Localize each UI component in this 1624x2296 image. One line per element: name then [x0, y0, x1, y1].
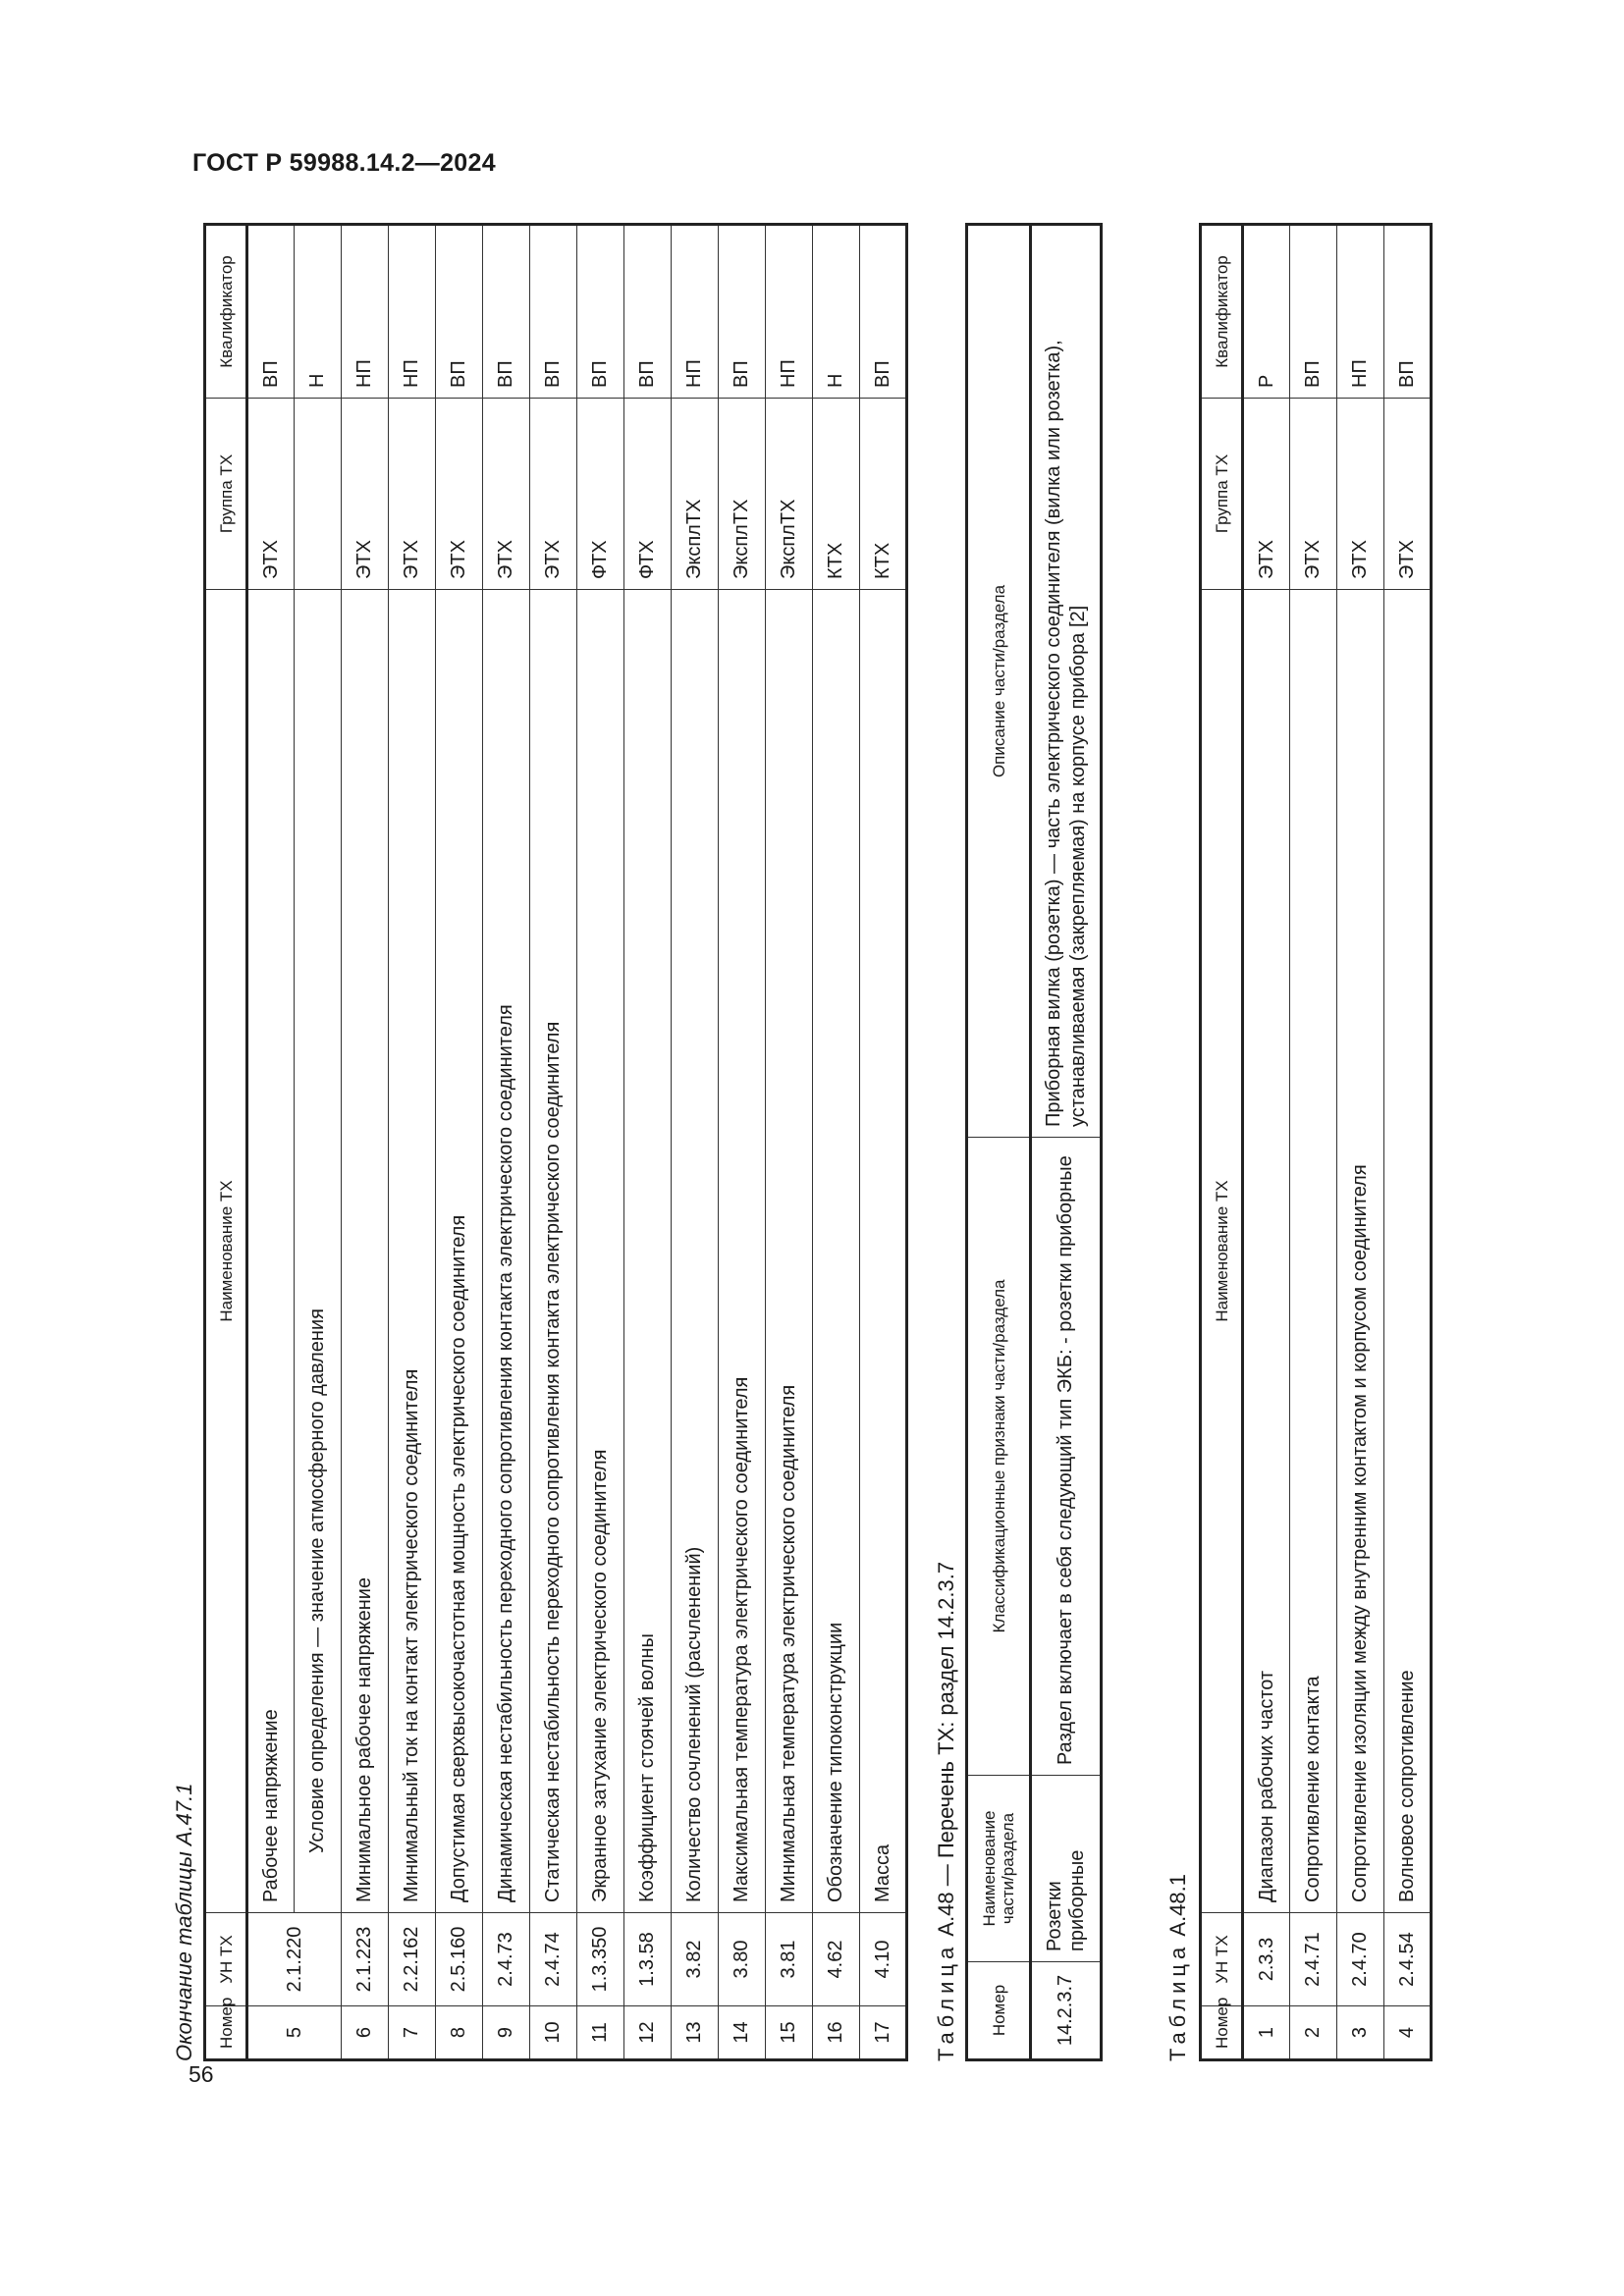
cell-number: 10	[530, 2006, 577, 2060]
cell-group: ЭТХ	[1384, 399, 1432, 590]
cell-qualifier: НП	[766, 225, 813, 399]
cell-number: 8	[436, 2006, 483, 2060]
caption-text: А.48.1	[1165, 1874, 1190, 1937]
table-a481-caption	[1165, 1874, 1191, 2061]
cell-name: Коэффициент стоячей волны	[624, 590, 672, 1913]
table-row	[342, 225, 389, 2060]
page-number: 56	[189, 2061, 214, 2087]
cell-un: 2.5.160	[436, 1913, 483, 2006]
col-header-number: Номер	[205, 2006, 247, 2060]
cell-number: 9	[483, 2006, 530, 2060]
cell-group: ЭТХ	[483, 399, 530, 590]
cell-un: 2.4.73	[483, 1913, 530, 2006]
cell-un: 2.1.220	[247, 1913, 342, 2006]
col-header-un: УН ТХ	[1201, 1913, 1243, 2006]
cell-un: 2.1.223	[342, 1913, 389, 2006]
cell-qualifier: ВП	[1290, 225, 1337, 399]
col-header-group: Группа ТХ	[1201, 399, 1243, 590]
cell-name: Допустимая сверхвысокочастотная мощность электрического соединителя	[436, 590, 483, 1913]
cell-name: Рабочее напряжение	[247, 590, 295, 1913]
cell-group: ЭксплТХ	[719, 399, 766, 590]
table-row	[1384, 225, 1432, 2060]
cell-number: 15	[766, 2006, 813, 2060]
table-row	[1031, 225, 1102, 2060]
cell-number: 7	[389, 2006, 436, 2060]
table-row	[389, 225, 436, 2060]
cell-un: 1.3.58	[624, 1913, 672, 2006]
cell-group: ЭТХ	[1337, 399, 1384, 590]
caption-prefix: Таблица	[934, 1942, 958, 2061]
col-header-classification: Классификационные признаки части/раздела	[967, 1138, 1031, 1776]
cell-name: Сопротивление контакта	[1290, 590, 1337, 1913]
cell-name: Условие определения — значение атмосферного давления	[295, 590, 342, 1913]
cell-qualifier: ВП	[247, 225, 295, 399]
cell-name: Статическая нестабильность переходного сопротивления контакта электрического соединителя	[530, 590, 577, 1913]
table-row	[672, 225, 719, 2060]
cell-group: ЭТХ	[342, 399, 389, 590]
cell-un: 4.62	[813, 1913, 860, 2006]
cell-name: Минимальный ток на контакт электрического соединителя	[389, 590, 436, 1913]
col-header-name: Наименование ТХ	[1201, 590, 1243, 1913]
cell-group: КТХ	[813, 399, 860, 590]
cell-group: ЭТХ	[1243, 399, 1290, 590]
col-header-qualifier: Квалификатор	[205, 225, 247, 399]
cell-name: Количество сочленений (расчленений)	[672, 590, 719, 1913]
cell-number: 12	[624, 2006, 672, 2060]
cell-number: 5	[247, 2006, 342, 2060]
table-a481	[1199, 223, 1433, 2061]
cell-name: Волновое сопротивление	[1384, 590, 1432, 1913]
cell-qualifier: ВП	[860, 225, 907, 399]
col-header-un: УН ТХ	[205, 1913, 247, 2006]
cell-group: ЭТХ	[530, 399, 577, 590]
table-row	[766, 225, 813, 2060]
cell-qualifier: ВП	[624, 225, 672, 399]
cell-un: 1.3.350	[577, 1913, 624, 2006]
table-row	[1337, 225, 1384, 2060]
col-header-part-name: Наименование части/раздела	[967, 1776, 1031, 1962]
col-header-group: Группа ТХ	[205, 399, 247, 590]
col-header-description: Описание части/раздела	[967, 225, 1031, 1138]
table-row	[1243, 225, 1290, 2060]
cell-group: КТХ	[860, 399, 907, 590]
cell-group: ЭТХ	[436, 399, 483, 590]
cell-name: Диапазон рабочих частот	[1243, 590, 1290, 1913]
cell-qualifier: НП	[389, 225, 436, 399]
cell-number: 3	[1337, 2006, 1384, 2060]
cell-qualifier: ВП	[530, 225, 577, 399]
cell-group: ЭТХ	[247, 399, 295, 590]
table-row	[813, 225, 860, 2060]
cell-qualifier: Р	[1243, 225, 1290, 399]
cell-qualifier: ВП	[483, 225, 530, 399]
cell-un: 2.4.74	[530, 1913, 577, 2006]
table-row	[719, 225, 766, 2060]
col-header-qualifier: Квалификатор	[1201, 225, 1243, 399]
table-header-row	[967, 225, 1031, 2060]
cell-qualifier: ВП	[1384, 225, 1432, 399]
cell-name: Обозначение типоконструкции	[813, 590, 860, 1913]
cell-name: Сопротивление изоляции между внутренним контактом и корпусом соединителя	[1337, 590, 1384, 1913]
cell-number: 14.2.3.7	[1031, 1962, 1102, 2060]
cell-group: ЭксплТХ	[672, 399, 719, 590]
table-a471-caption: Окончание таблицы А.47.1	[172, 1783, 196, 2061]
table-a471	[203, 223, 908, 2061]
cell-group	[295, 399, 342, 590]
col-header-number: Номер	[1201, 2006, 1243, 2060]
cell-group: ФТХ	[577, 399, 624, 590]
col-header-name: Наименование ТХ	[205, 590, 247, 1913]
table-row	[860, 225, 907, 2060]
caption-prefix: Таблица	[1165, 1942, 1190, 2061]
caption-text: А.48 — Перечень ТХ: раздел 14.2.3.7	[934, 1561, 958, 1937]
table-header-row	[1201, 225, 1243, 2060]
table-header-row	[205, 225, 247, 2060]
cell-name: Динамическая нестабильность переходного сопротивления контакта электрического соединителя	[483, 590, 530, 1913]
rotated-content	[172, 226, 1507, 2061]
cell-group: ЭТХ	[1290, 399, 1337, 590]
table-row	[624, 225, 672, 2060]
cell-group: ЭТХ	[389, 399, 436, 590]
cell-number: 6	[342, 2006, 389, 2060]
cell-part-name: Розетки приборные	[1031, 1776, 1102, 1962]
cell-name: Минимальное рабочее напряжение	[342, 590, 389, 1913]
table-row	[530, 225, 577, 2060]
table-row	[1290, 225, 1337, 2060]
cell-number: 4	[1384, 2006, 1432, 2060]
cell-group: ЭксплТХ	[766, 399, 813, 590]
cell-number: 14	[719, 2006, 766, 2060]
cell-qualifier: Н	[813, 225, 860, 399]
cell-qualifier: НП	[672, 225, 719, 399]
cell-qualifier: ВП	[577, 225, 624, 399]
cell-description: Приборная вилка (розетка) — часть электрического соединителя (вилка или розетка), устанавливаемая (закрепляемая) на корпусе прибора [2]	[1031, 225, 1102, 1138]
cell-name: Минимальная температура электрического соединителя	[766, 590, 813, 1913]
cell-un: 2.4.71	[1290, 1913, 1337, 2006]
cell-qualifier: ВП	[719, 225, 766, 399]
cell-qualifier: Н	[295, 225, 342, 399]
cell-number: 17	[860, 2006, 907, 2060]
table-row	[247, 225, 295, 2060]
cell-number: 1	[1243, 2006, 1290, 2060]
cell-classification: Раздел включает в себя следующий тип ЭКБ: - розетки приборные	[1031, 1138, 1102, 1776]
table-row	[577, 225, 624, 2060]
cell-un: 4.10	[860, 1913, 907, 2006]
cell-name: Масса	[860, 590, 907, 1913]
table-a48-caption	[934, 1562, 959, 2061]
cell-number: 2	[1290, 2006, 1337, 2060]
cell-un: 3.81	[766, 1913, 813, 2006]
cell-name: Экранное затухание электрического соединителя	[577, 590, 624, 1913]
cell-un: 2.2.162	[389, 1913, 436, 2006]
col-header-number: Номер	[967, 1962, 1031, 2060]
cell-number: 11	[577, 2006, 624, 2060]
cell-un: 2.4.54	[1384, 1913, 1432, 2006]
table-a48	[965, 223, 1103, 2061]
cell-qualifier: ВП	[436, 225, 483, 399]
cell-qualifier: НП	[342, 225, 389, 399]
table-row	[295, 225, 342, 2060]
cell-un: 3.82	[672, 1913, 719, 2006]
cell-name: Максимальная температура электрического соединителя	[719, 590, 766, 1913]
cell-un: 2.3.3	[1243, 1913, 1290, 2006]
table-row	[483, 225, 530, 2060]
cell-number: 16	[813, 2006, 860, 2060]
cell-un: 3.80	[719, 1913, 766, 2006]
document-header: ГОСТ Р 59988.14.2—2024	[192, 149, 496, 177]
cell-number: 13	[672, 2006, 719, 2060]
cell-qualifier: НП	[1337, 225, 1384, 399]
cell-un: 2.4.70	[1337, 1913, 1384, 2006]
table-row	[436, 225, 483, 2060]
cell-group: ФТХ	[624, 399, 672, 590]
